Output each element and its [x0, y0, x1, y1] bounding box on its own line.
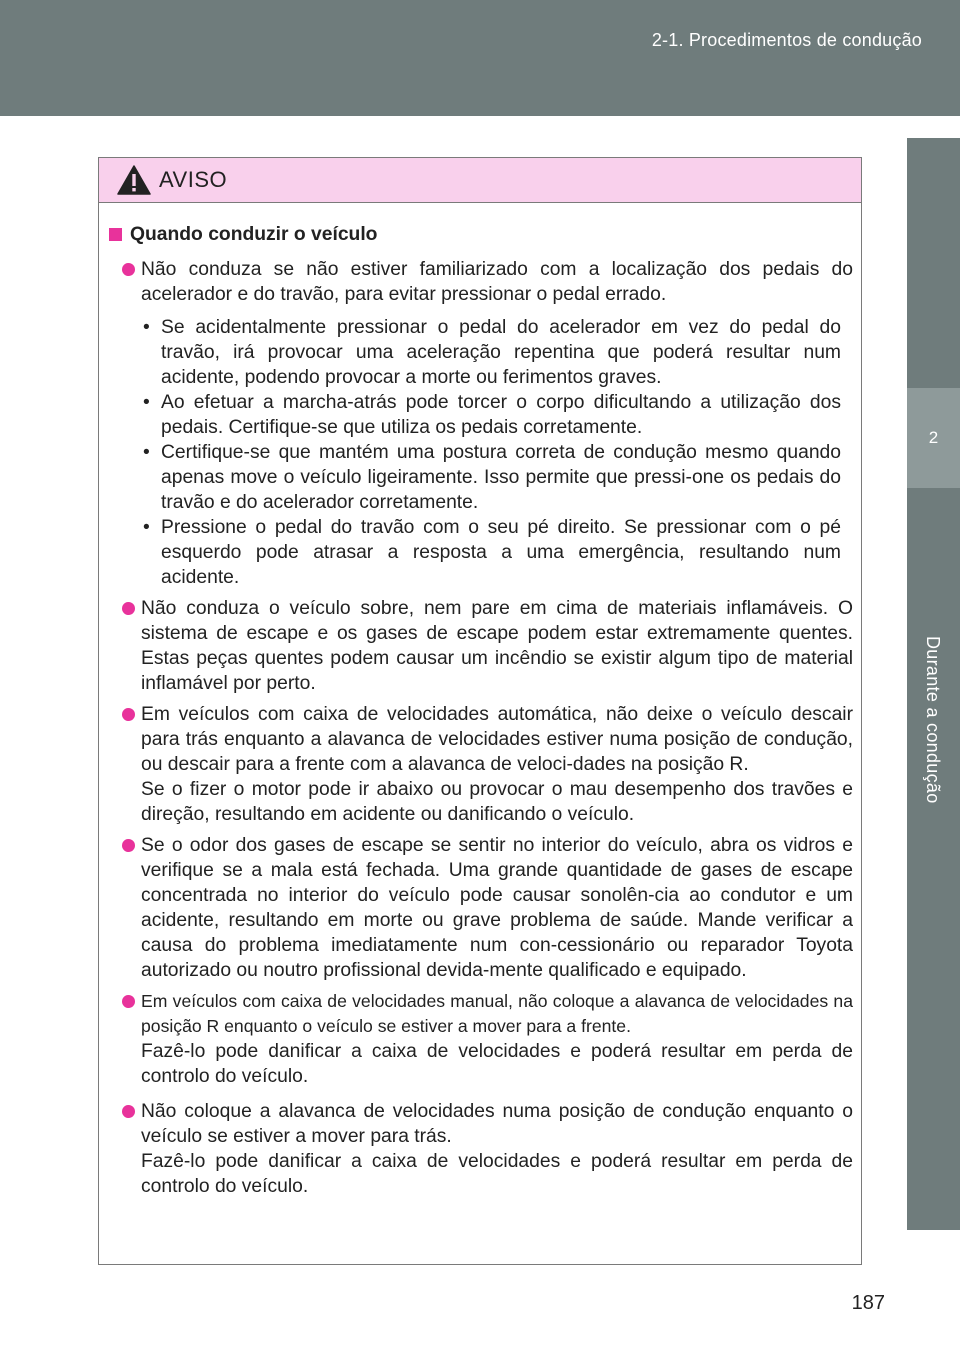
item-text: Em veículos com caixa de velocidades automática, não deixe o veículo descair para trás enquanto a alavanca de velocidades estiver numa posição de condução, ou descair para a frente com a alavanca de veloci-dades na posição R.: [141, 704, 853, 775]
header-bar: [0, 0, 960, 116]
sub-item-text: Certifique-se que mantém uma postura correta de condução mesmo quando apenas move o veículo ligeiramente. Isso permite que pressi-one os pedais do travão e do acelerador corretamente.: [161, 442, 841, 513]
item-text: Se o fizer o motor pode ir abaixo ou provocar o mau desempenho dos travões e direção, resultando em acidente ou danificando o veículo.: [141, 779, 853, 825]
bullet-dot-icon: [122, 708, 135, 721]
item-text: Fazê-lo pode danificar a caixa de velocidades e poderá resultar em perda de controlo do veículo.: [141, 1041, 853, 1087]
warning-triangle-icon: [117, 165, 151, 195]
bullet-dot-icon: [122, 263, 135, 276]
sub-item-text: Pressione o pedal do travão com o seu pé direito. Se pressionar com o pé esquerdo pode atrasar a resposta a uma emergência, resultando num acidente.: [161, 517, 841, 588]
sub-item-text: Ao efetuar a marcha-atrás pode torcer o corpo dificultando a utilização dos pedais. Certifique-se que utiliza os pedais corretamente.: [161, 392, 841, 438]
item-text: Não conduza o veículo sobre, nem pare em cima de materiais inflamáveis. O sistema de escape e os gases de escape podem estar extremamente quentes. Estas peças quentes podem causar um incêndio se existir algum tipo de material inflamável por perto.: [141, 598, 853, 694]
warning-item: [109, 1099, 853, 1199]
bullet-dot-icon: [122, 602, 135, 615]
warning-title: AVISO: [159, 167, 228, 192]
sub-list: [141, 315, 853, 590]
warning-item: [109, 989, 853, 1089]
bullet-dot-icon: [122, 1105, 135, 1118]
chapter-side-tab: [907, 138, 960, 1230]
item-text: Não coloque a alavanca de velocidades numa posição de condução enquanto o veículo se estiver a mover para trás.: [141, 1101, 853, 1147]
warning-item: [109, 833, 853, 983]
warning-item: [109, 596, 853, 696]
sub-list-item: • Certifique-se que mantém uma postura correta de condução mesmo quando apenas move o veículo ligeiramente. Isso permite que pressi-one os pedais do travão e do acelerador corretamente.: [143, 442, 841, 513]
item-text: Se o odor dos gases de escape se sentir no interior do veículo, abra os vidros e verifique se a mala está fechada. Uma grande quantidade de gases de escape concentrada no interior do veículo pode causar sonolên-cia ao condutor e um acidente, resultando em morte ou grave problema de saúde. Mande verificar a causa do problema imediatamente num con-cessionário ou reparador Toyota autorizado ou noutro profissional devida-mente qualificado e equipado.: [141, 835, 853, 981]
chapter-number: 2: [907, 388, 960, 488]
warning-header: [99, 158, 861, 203]
warning-box: [98, 157, 862, 1265]
heading-text: Quando conduzir o veículo: [130, 224, 378, 245]
bullet-dot-icon: [122, 995, 135, 1008]
section-heading: [109, 222, 853, 247]
item-text: Em veículos com caixa de velocidades manual, não coloque a alavanca de velocidades na posição R enquanto o veículo se estiver a mover para a frente.: [141, 991, 853, 1036]
page-number: 187: [851, 1292, 885, 1314]
bullet-dot-icon: [122, 839, 135, 852]
section-title: 2-1. Procedimentos de condução: [651, 30, 922, 50]
sub-item-text: Se acidentalmente pressionar o pedal do acelerador em vez do pedal do travão, irá provocar uma aceleração repentina que poderá resultar num acidente, podendo provocar a morte ou ferimentos graves.: [161, 317, 841, 388]
sub-list-item: • Ao efetuar a marcha-atrás pode torcer o corpo dificultando a utilização dos pedais. Certifique-se que utiliza os pedais corretamente.: [143, 392, 841, 438]
item-text: Fazê-lo pode danificar a caixa de velocidades e poderá resultar em perda de controlo do veículo.: [141, 1151, 853, 1197]
warning-item: [109, 257, 853, 307]
sub-list-item: • Pressione o pedal do travão com o seu pé direito. Se pressionar com o pé esquerdo pode atrasar a resposta a uma emergência, resultando num acidente.: [143, 517, 841, 588]
sub-list-item: • Se acidentalmente pressionar o pedal do acelerador em vez do pedal do travão, irá provocar uma aceleração repentina que poderá resultar num acidente, podendo provocar a morte ou ferimentos graves.: [143, 317, 841, 388]
warning-item: [109, 702, 853, 827]
chapter-label: Durante a condução: [923, 636, 943, 804]
item-text: Não conduza se não estiver familiarizado com a localização dos pedais do acelerador e do travão, para evitar pressionar o pedal errado.: [141, 259, 853, 305]
square-bullet-icon: [109, 228, 122, 241]
warning-content: [99, 203, 861, 1199]
